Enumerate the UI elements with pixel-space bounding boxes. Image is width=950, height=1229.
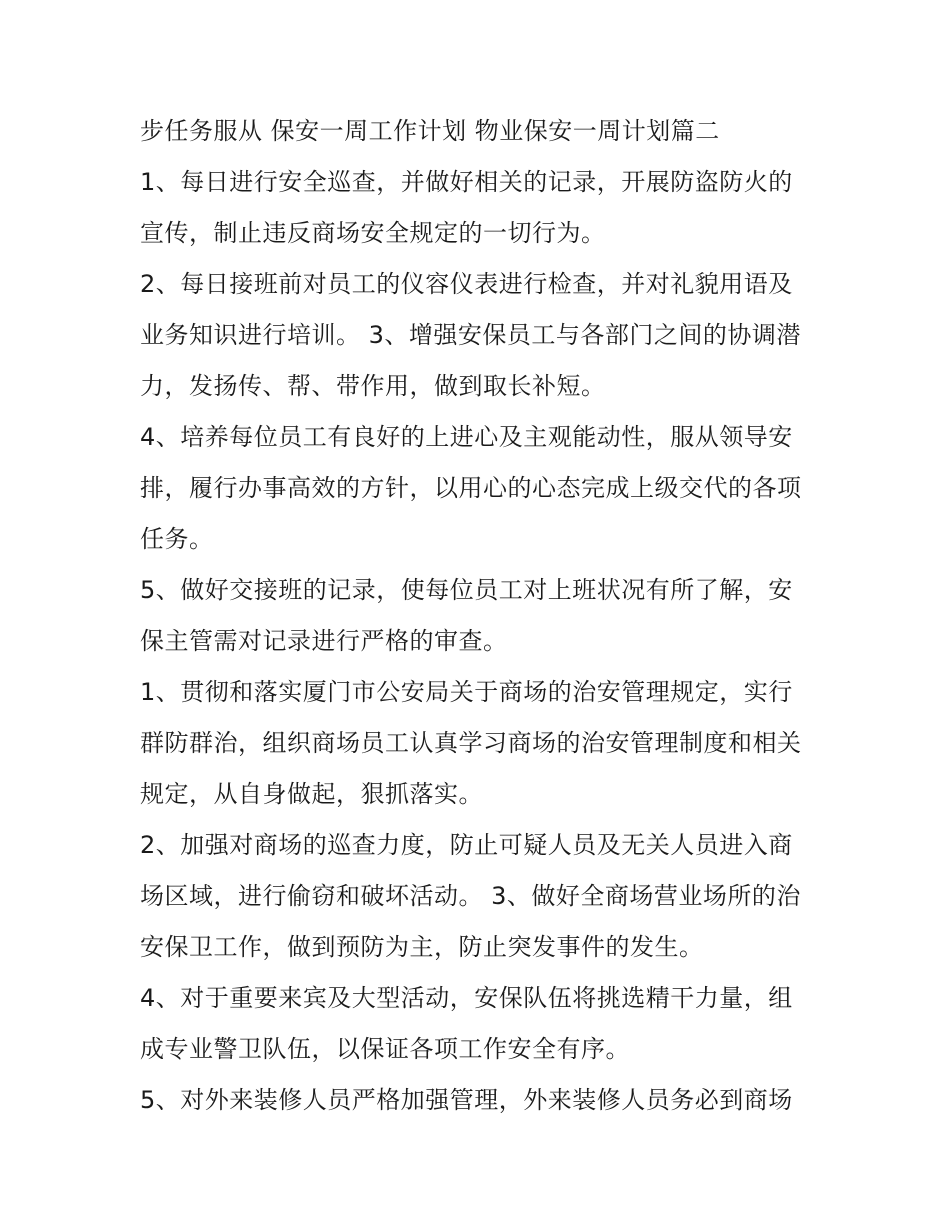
document-line: 5、做好交接班的记录，使每位员工对上班状况有所了解，安 <box>140 576 793 604</box>
document-body <box>140 106 820 1126</box>
document-line: 4、培养每位员工有良好的上进心及主观能动性，服从领导安 <box>140 423 793 451</box>
document-line: 安保卫工作，做到预防为主，防止突发事件的发生。 <box>140 933 704 961</box>
document-line: 排，履行办事高效的方针，以用心的心态完成上级交代的各项 <box>140 474 802 502</box>
document-line: 群防群治，组织商场员工认真学习商场的治安管理制度和相关 <box>140 729 802 757</box>
document-line: 规定，从自身做起，狠抓落实。 <box>140 780 483 808</box>
document-line: 保主管需对记录进行严格的审查。 <box>140 627 508 655</box>
document-line: 5、对外来装修人员严格加强管理，外来装修人员务必到商场 <box>140 1086 793 1114</box>
document-line: 场区域，进行偷窃和破坏活动。 3、做好全商场营业场所的治 <box>140 882 801 910</box>
document-line: 4、对于重要来宾及大型活动，安保队伍将挑选精干力量，组 <box>140 984 793 1012</box>
document-line: 成专业警卫队伍，以保证各项工作安全有序。 <box>140 1035 630 1063</box>
document-line: 2、每日接班前对员工的仪容仪表进行检查，并对礼貌用语及 <box>140 270 793 298</box>
document-line: 1、每日进行安全巡查，并做好相关的记录，开展防盗防火的 <box>140 168 793 196</box>
document-line: 力，发扬传、帮、带作用，做到取长补短。 <box>140 372 606 400</box>
document-line: 任务。 <box>140 525 214 553</box>
document-line: 业务知识进行培训。 3、增强安保员工与各部门之间的协调潜 <box>140 321 801 349</box>
document-line: 宣传，制止违反商场安全规定的一切行为。 <box>140 219 606 247</box>
document-line: 1、贯彻和落实厦门市公安局关于商场的治安管理规定，实行 <box>140 678 793 706</box>
document-line: 2、加强对商场的巡查力度，防止可疑人员及无关人员进入商 <box>140 831 793 859</box>
document-line: 步任务服从 保安一周工作计划 物业保安一周计划篇二 <box>140 117 720 145</box>
